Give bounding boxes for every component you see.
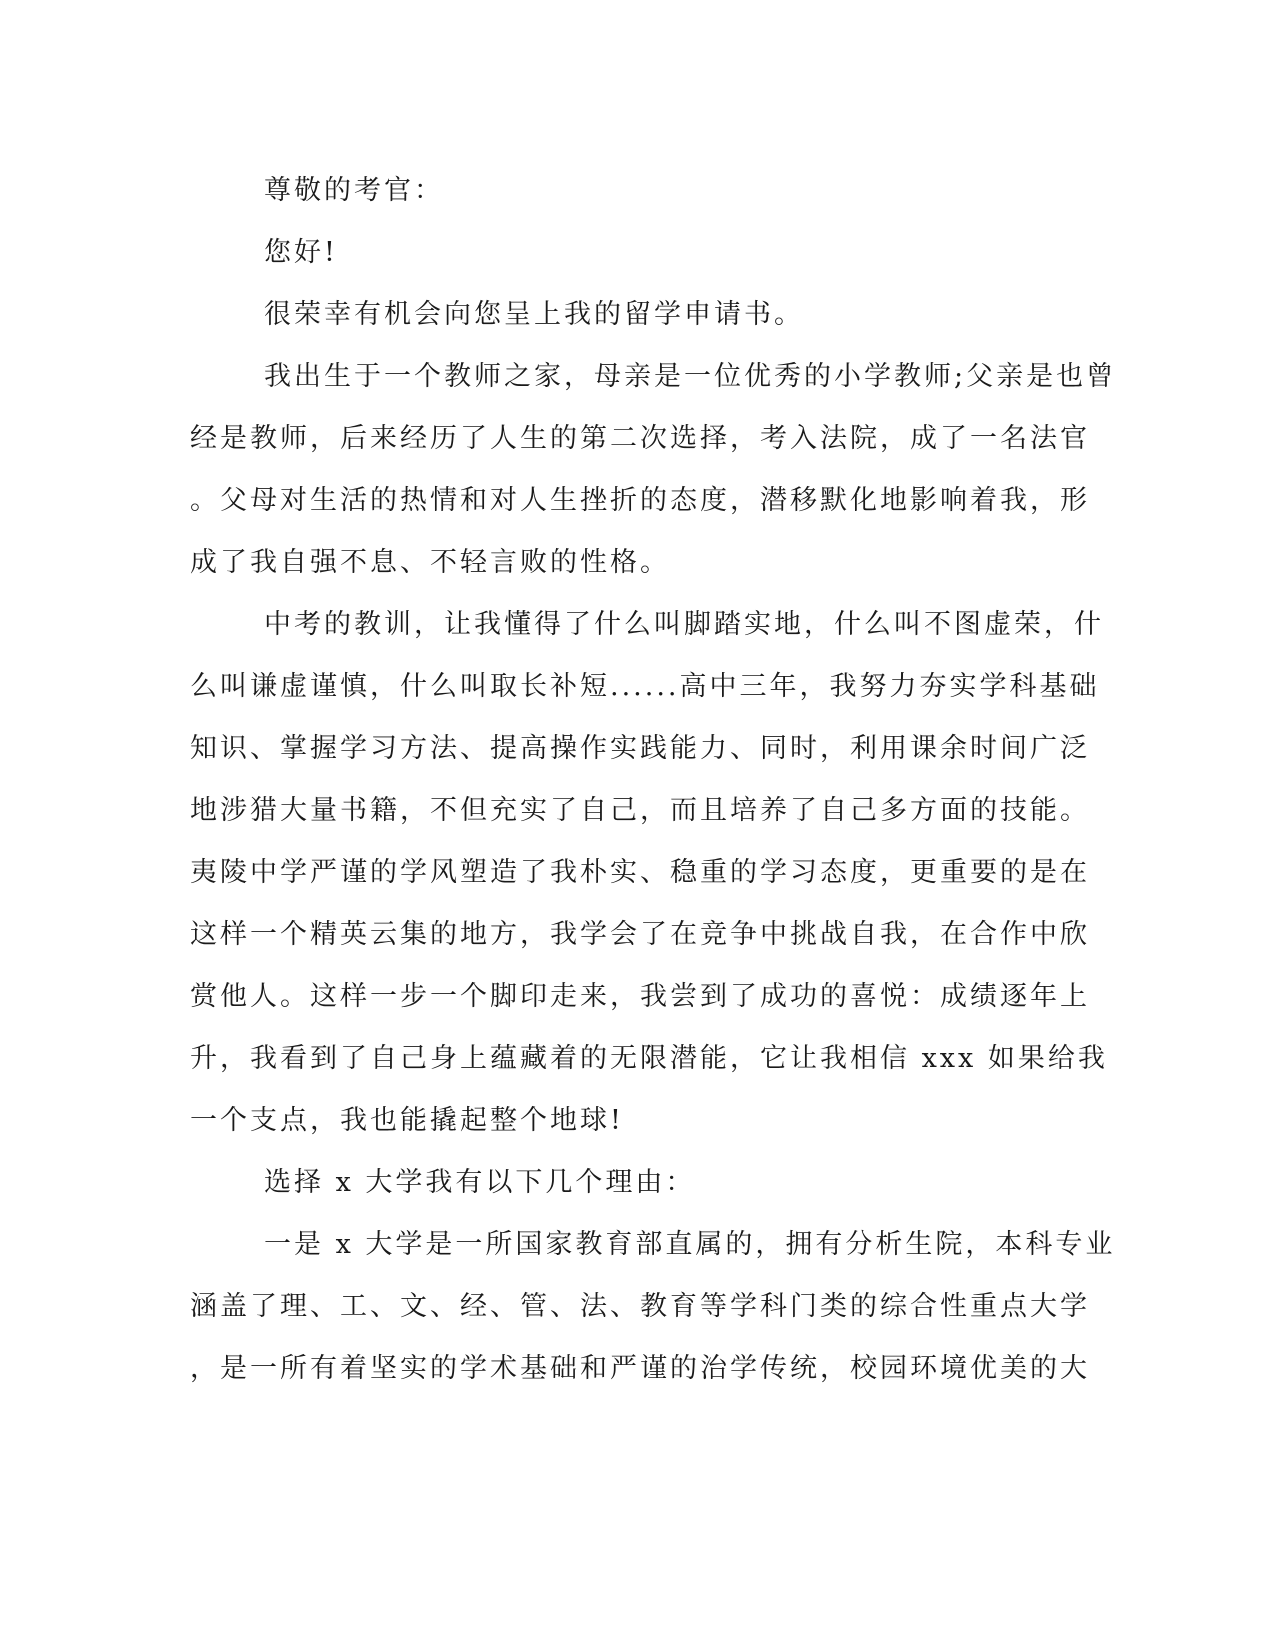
salutation: 尊敬的考官： [264, 175, 444, 206]
paragraph-school-line-4: 地涉猎大量书籍，不但充实了自己，而且培养了自己多方面的技能。 [190, 795, 1090, 826]
opening-sentence: 很荣幸有机会向您呈上我的留学申请书。 [264, 299, 804, 330]
paragraph-family-line-4: 成了我自强不息、不轻言败的性格。 [190, 547, 670, 578]
paragraph-school-line-6: 这样一个精英云集的地方，我学会了在竞争中挑战自我，在合作中欣 [190, 919, 1090, 950]
paragraph-school-line-2: 么叫谦虚谨慎，什么叫取长补短......高中三年，我努力夯实学科基础 [190, 671, 1100, 702]
greeting: 您好! [264, 237, 338, 268]
paragraph-school-line-9: 一个支点，我也能撬起整个地球! [190, 1105, 624, 1136]
paragraph-family-line-2: 经是教师，后来经历了人生的第二次选择，考入法院，成了一名法官 [190, 423, 1090, 454]
reasons-intro: 选择 x 大学我有以下几个理由： [264, 1167, 696, 1198]
paragraph-family-line-3: 。父母对生活的热情和对人生挫折的态度，潜移默化地影响着我，形 [190, 485, 1090, 516]
paragraph-family-line-1: 我出生于一个教师之家，母亲是一位优秀的小学教师;父亲是也曾 [264, 361, 1117, 392]
paragraph-reason-line-2: 涵盖了理、工、文、经、管、法、教育等学科门类的综合性重点大学 [190, 1291, 1090, 1322]
paragraph-reason-line-1: 一是 x 大学是一所国家教育部直属的，拥有分析生院，本科专业 [264, 1229, 1116, 1260]
paragraph-school-line-3: 知识、掌握学习方法、提高操作实践能力、同时，利用课余时间广泛 [190, 733, 1090, 764]
paragraph-school-line-5: 夷陵中学严谨的学风塑造了我朴实、稳重的学习态度，更重要的是在 [190, 857, 1090, 888]
paragraph-school-line-8: 升，我看到了自己身上蕴藏着的无限潜能，它让我相信 xxx 如果给我 [190, 1043, 1108, 1074]
paragraph-reason-line-3: ，是一所有着坚实的学术基础和严谨的治学传统，校园环境优美的大 [190, 1353, 1090, 1384]
paragraph-school-line-7: 赏他人。这样一步一个脚印走来，我尝到了成功的喜悦：成绩逐年上 [190, 981, 1090, 1012]
letter-body [190, 160, 1117, 1400]
paragraph-school-line-1: 中考的教训，让我懂得了什么叫脚踏实地，什么叫不图虚荣，什 [264, 609, 1104, 640]
